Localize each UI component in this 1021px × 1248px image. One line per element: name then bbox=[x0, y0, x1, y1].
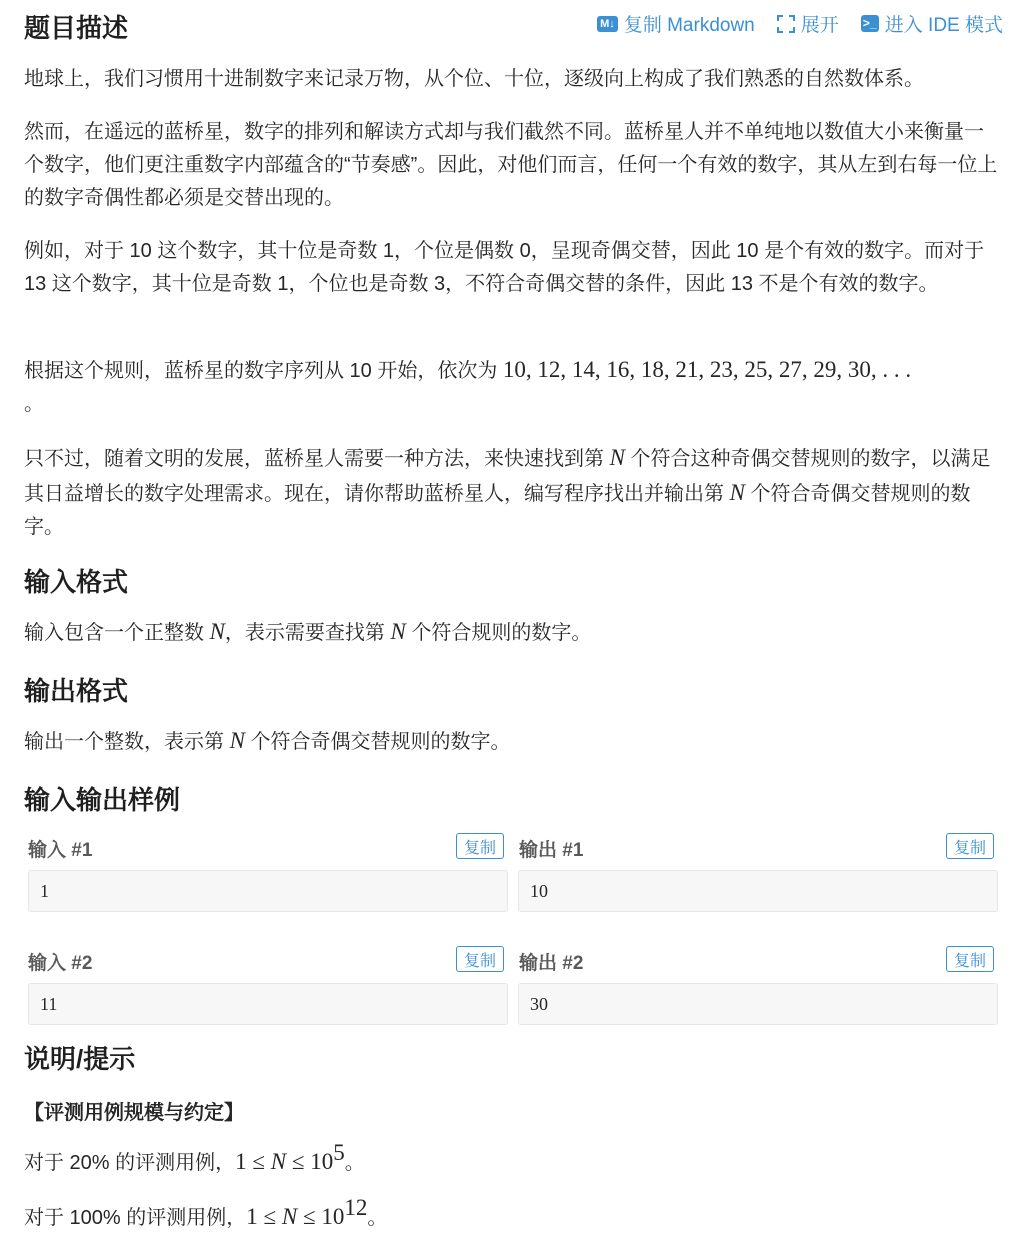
math-n: N bbox=[270, 1149, 287, 1174]
sequence-intro: 根据这个规则，蓝桥星的数字序列从 10 开始，依次为 bbox=[24, 360, 503, 382]
copy-input-1-button[interactable]: 复制 bbox=[456, 833, 504, 859]
input-format-c: 个符合规则的数字。 bbox=[405, 622, 592, 644]
description-paragraph-2: 然而，在遥远的蓝桥星，数字的排列和解读方式却与我们截然不同。蓝桥星人并不单纯地以数值大小来衡量一个数字，他们更注重数字内部蕴含的“节奏感”。因此，对他们而言，任何一个有效的数字，其从左到右每一位上的数字奇偶性都必须是交替出现的。 bbox=[24, 121, 998, 209]
toolbar bbox=[597, 10, 1003, 37]
hint2-math-a: 1 ≤ bbox=[246, 1204, 282, 1229]
hint1-math-a: 1 ≤ bbox=[235, 1149, 271, 1174]
sample-output-box[interactable]: 30 bbox=[518, 983, 998, 1025]
samples-title: 输入输出样例 bbox=[24, 785, 181, 815]
hints-line-1 bbox=[24, 1140, 999, 1180]
sample-output-label: 输出 #1 bbox=[519, 840, 584, 861]
description-paragraph-1: 地球上，我们习惯用十进制数字来记录万物，从个位、十位，逐级向上构成了我们熟悉的自然数体系。 bbox=[24, 68, 924, 90]
sample-input-label: 输入 #2 bbox=[28, 953, 93, 974]
sample-output-box[interactable]: 10 bbox=[518, 870, 998, 912]
expand-button[interactable] bbox=[777, 10, 839, 37]
sample-input-label: 输入 #1 bbox=[28, 840, 93, 861]
sample-input-box[interactable]: 1 bbox=[28, 870, 508, 912]
description-paragraph-5 bbox=[24, 441, 999, 544]
p5-text-b: 个符合这种奇偶交替规则的数字，以满足其日益增长的数字处理需求。现在，请你帮助蓝桥星人，编写程序找出并输出第 bbox=[24, 448, 991, 505]
markdown-icon: M↓ bbox=[597, 16, 618, 32]
math-n: N bbox=[609, 445, 625, 470]
output-format-b: 个符合奇偶交替规则的数字。 bbox=[244, 731, 511, 753]
input-format-b: ，表示需要查找第 bbox=[224, 622, 391, 644]
ide-mode-label: 进入 IDE 模式 bbox=[884, 15, 1003, 36]
hint1-exponent: 5 bbox=[333, 1140, 345, 1165]
p5-text-a: 只不过，随着文明的发展，蓝桥星人需要一种方法，来快速找到第 bbox=[24, 448, 610, 470]
expand-label: 展开 bbox=[800, 15, 839, 36]
p5-text-c: 个符合奇偶交替规则的数字。 bbox=[24, 483, 971, 538]
hint1-end: 。 bbox=[344, 1152, 365, 1174]
hint2-text: 对于 100% 的评测用例， bbox=[24, 1207, 247, 1229]
math-n: N bbox=[281, 1204, 298, 1229]
expand-icon bbox=[777, 15, 795, 33]
hints-subtitle: 【评测用例规模与约定】 bbox=[24, 1102, 244, 1124]
output-format-text bbox=[24, 724, 999, 759]
description-paragraph-4 bbox=[24, 353, 999, 421]
math-n: N bbox=[229, 728, 245, 753]
copy-input-2-button[interactable]: 复制 bbox=[456, 946, 504, 972]
copy-output-2-button[interactable]: 复制 bbox=[946, 946, 994, 972]
input-format-text bbox=[24, 615, 999, 650]
sequence-end: 。 bbox=[24, 393, 44, 415]
copy-markdown-button[interactable] bbox=[597, 10, 755, 37]
sample-input-box[interactable]: 11 bbox=[28, 983, 508, 1025]
copy-output-1-button[interactable]: 复制 bbox=[946, 833, 994, 859]
math-n: N bbox=[209, 619, 225, 644]
hint1-text: 对于 20% 的评测用例， bbox=[24, 1152, 236, 1174]
output-format-a: 输出一个整数，表示第 bbox=[24, 731, 230, 753]
copy-markdown-label: 复制 Markdown bbox=[623, 15, 755, 36]
hints-line-2 bbox=[24, 1195, 999, 1235]
math-n: N bbox=[390, 619, 406, 644]
hint2-end: 。 bbox=[367, 1207, 388, 1229]
hint1-math-b: ≤ 10 bbox=[286, 1149, 334, 1174]
description-paragraph-3: 例如，对于 10 这个数字，其十位是奇数 1，个位是偶数 0，呈现奇偶交替，因此 10 是个有效的数字。而对于 13 这个数字，其十位是奇数 1，个位也是奇数 3，不符合奇偶交替的条件，因此 13 不是个有效的数字。 bbox=[24, 240, 985, 295]
hint2-math-b: ≤ 10 bbox=[297, 1204, 345, 1229]
sample-output-label: 输出 #2 bbox=[519, 953, 584, 974]
ide-mode-button[interactable] bbox=[861, 10, 1003, 37]
input-format-a: 输入包含一个正整数 bbox=[24, 622, 210, 644]
sequence-formula: 10, 12, 14, 16, 18, 21, 23, 25, 27, 29, 30, . . . bbox=[502, 357, 912, 382]
terminal-icon: >_ bbox=[861, 15, 879, 32]
output-format-title: 输出格式 bbox=[24, 676, 129, 706]
hint2-exponent: 12 bbox=[344, 1195, 368, 1220]
page-title: 题目描述 bbox=[24, 13, 129, 43]
hints-title: 说明/提示 bbox=[24, 1044, 136, 1074]
math-n: N bbox=[729, 480, 745, 505]
input-format-title: 输入格式 bbox=[24, 567, 129, 597]
